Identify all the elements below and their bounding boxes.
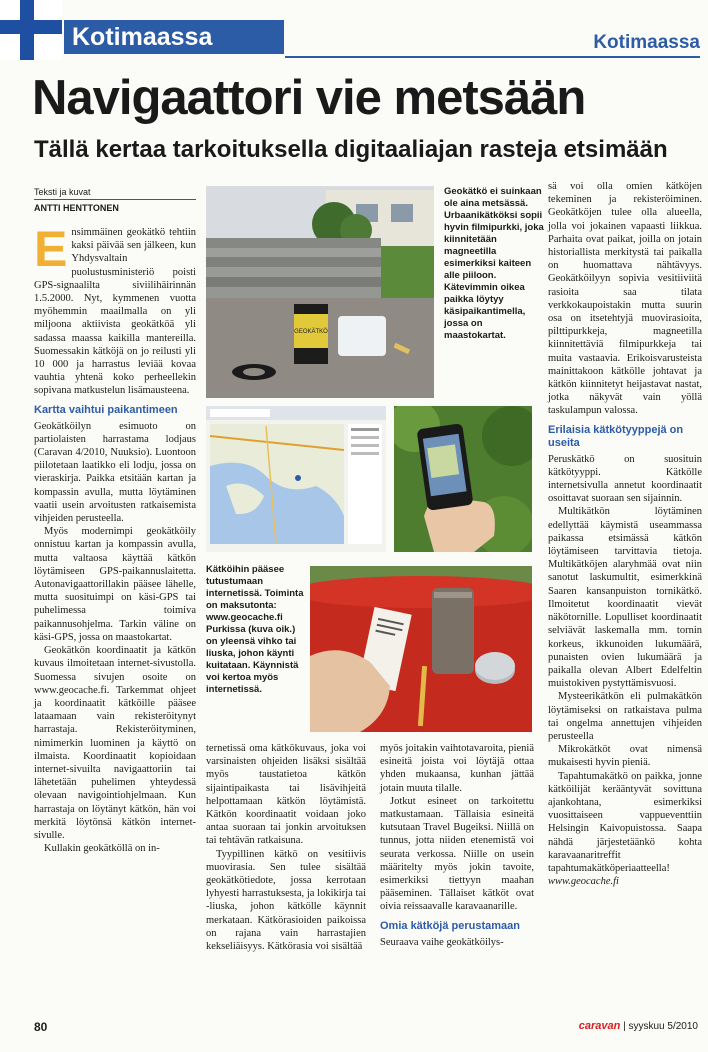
- photo-map-screenshot: [206, 406, 386, 552]
- paragraph: Mikrokätköt ovat nimensä mukaisesti hyvin pieniä.: [548, 744, 702, 769]
- photo-logbook-jar: [310, 566, 532, 732]
- article-subtitle: Tällä kertaa tarkoituksella digitaaliajan rasteja etsimään: [34, 136, 668, 163]
- header-rule: [285, 56, 700, 58]
- paragraph: Geokätköilyn esimuoto on partiolaisten harrastama lodjaus (Caravan 4/2010, Nuuksio). Luontoon piilotetaan laatikko eli lodju, jossa on vieraskirja. Paikka etsitään kartan ja kompassin avulla, mutta löytäminen vaatii usein arvoitusten ratkaisemista vihjeiden perusteella.: [34, 420, 196, 525]
- page-number: 80: [34, 1020, 48, 1034]
- jar-label-text: GEOKÄTKÖ: [294, 329, 328, 335]
- paragraph-text: nsimmäinen geokätkö tehtiin kaksi päivää sen jälkeen, kun Yhdysvaltain puolustusministeriö poisti GPS-signaalilta siviilihäirinnän 1.5.2000. Nyt, kymmenen vuotta myöhemmin maailmalla on yli miljoona aktiivista geokätköä yli sadassa maassa kaikilla mantereilla. Suomessakin kätköjä on jo reilusti yli 10 000 ja harrastus leviää kovaa vauhtia yhtenä koko perheellekin sopivana matkustelun lisämausteena.: [34, 227, 196, 397]
- page-footer: [0, 1012, 708, 1052]
- photo-caption-2: Kätköihin pääsee tutustumaan internetissä. Toiminta on maksutonta: www.geocache.fi Purkissa (kuva oik.) on yleensä vihko tai liuska, johon käynti kuitataan. Käynnistä voi kertoa myös internetissä.: [206, 564, 304, 695]
- subheading: Erilaisia kätkötyyppejä on useita: [548, 423, 684, 449]
- paragraph: Tyypillinen kätkö on vesitiivis muovirasia. Sen tulee sisältää geokätkötiedote, jossa kerrotaan lyhyesti harrastuksesta, ja lokikirja tai -liuska, johon kätkölle käynnit merkataan. Kätkörasioiden paikoissa on rajana vain harrastajien kekseliäisyys. Kätkörasia voi sisältää: [206, 848, 366, 953]
- page-header: [0, 0, 708, 60]
- photo-caption-1: Geokätkö ei suinkaan ole aina metsässä. Urbaanikätköksi sopii hyvin filmipurkki, joka kiinnitetään magneetilla esimerkiksi kaiteen alle piiloon. Kätevimmin oikea paikka löytyy käsipaikantimella, jossa on maastokartat.: [444, 186, 544, 341]
- magazine-info: [579, 1020, 698, 1032]
- byline-author: ANTTI HENTTONEN: [34, 203, 119, 213]
- byline: [34, 186, 196, 214]
- paragraph: Tapahtumakätkö on paikka, jonne kätköilijät kerääntyvät sovittuna ajankohtana, esimerkiksi vuosittaiseen vappueventtiin Helsingin Kaivopuistossa. Saapa nähdä järjestetäänkö kohta karavaanaritreffit tapahtumakätköperiaatteella!: [548, 770, 702, 874]
- magazine-issue: syyskuu 5/2010: [628, 1021, 698, 1032]
- byline-credit: Teksti ja kuvat: [34, 186, 196, 200]
- dropcap: E: [34, 221, 68, 277]
- photo-phone-navigation: [394, 406, 532, 552]
- website-url: www.geocache.fi: [548, 876, 619, 888]
- paragraph: Myös modernimpi geokätköily onnistuu kartan ja kompassin avulla, mutta valtaosa käyttää kätkön löytämiseen GPS-paikannuslaitetta. Autonavigaattorillakin pääsee lähelle, mutta suosituimpi on käsi-GPS tai puhelimessa toimiva paikannusohjelma. Tarkin väline on käsi-GPS, jossa on maastokartat.: [34, 526, 196, 643]
- text-column-4: [548, 180, 702, 888]
- logbook-jar-illustration: [310, 566, 532, 732]
- paragraph: Mysteerikätkön eli pulmakätkön löytämiseksi on ratkaistava pulma tai ongelma annettujen vihjeiden perusteella: [548, 691, 702, 742]
- paragraph: Kullakin geokätköllä on in-: [44, 843, 160, 855]
- article-title: Navigaattori vie metsään: [32, 71, 586, 125]
- paragraph: myös joitakin vaihtotavaroita, pieniä esineitä joista voi löytäjä ottaa yhden mukaansa, kunhan jättää jotain muuta tilalle.: [380, 743, 534, 794]
- finnish-flag-icon: [0, 0, 62, 60]
- paragraph: Jotkut esineet on tarkoitettu matkustamaan. Tällaisia esineitä kutsutaan Travel Bugeiksi. Niillä on tunnus, jotta niiden etenemistä voi seurata verkossa. Niille on usein määritelty myös jokin tavoite, esimerkiksi tiettyyn maahan pääseminen. Tällaiset kätköt ovat oivia reissaavalle karavaanarille.: [380, 795, 534, 913]
- photo-stairs-jar-illustration: [206, 186, 434, 398]
- map-illustration: [206, 406, 386, 552]
- photo-stairs-jar: [206, 186, 434, 398]
- paragraph: Peruskätkö on suosituin kätkötyyppi. Kätkölle internetsivulla annetut koordinaatit osoittavat suoraan sen sijainnin.: [548, 453, 702, 505]
- section-label-right: Kotimaassa: [593, 32, 700, 53]
- text-column-2: [206, 742, 366, 953]
- subheading: Kartta vaihtui paikantimeen: [34, 403, 178, 416]
- paragraph: [34, 221, 196, 398]
- text-column-1: [34, 221, 196, 855]
- magazine-brand: caravan: [578, 1020, 621, 1032]
- text-column-3: [380, 742, 534, 949]
- paragraph: sä voi olla omien kätköjen tekeminen ja rekisteröiminen. Geokätköjen tulee olla alueella, jolla voi jokainen vapaasti liikkua. Parhaita ovat paikat, joilla on jotain historiallista merkitystä tai paikalla on huomattava nähtävyys. Geokätköilyyn sopivia vesitiiviitä rasioita saa tilata verkkokaupoistakin mutta suurin osa on itsetehtyjä muovirasioita, pilttipurkkeja, magneetilla kiinnitettäviä filmipurkkeja tai muita vastaavia. Erikoisvarusteista mainittakoon kätkölle johtavat ja kätkön kiinnitetyt heijastavat nastat, jotka näkyvät vain yöllä taskulampun valossa.: [548, 181, 702, 417]
- paragraph: Geokätkön koordinaatit ja kätkön kuvaus ilmoitetaan internet-sivustolla. Suomessa sivujen osoite on www.geocache.fi. Tarkemmat ohjeet ja koordinaatit kätköille pääsee lataamaan vain rekisteröitynyt harrastaja. Rekisteröityminen, nimimerkin luominen ja käyttö on ilmaista. Koordinaatit kopioidaan internet-sivuilta navigaattoriin tai lähetetään puhelimen yhteydessä olevaan navigointiohjelmaan. Kun harrastaja on löytänyt kätkön, hän voi merkitä löytönsä kätkön internet-sivulle.: [34, 645, 196, 841]
- phone-illustration: [394, 406, 532, 552]
- footer-separator: |: [623, 1021, 629, 1032]
- paragraph: Seuraava vaihe geokätköilys-: [380, 936, 504, 948]
- paragraph: ternetissä oma kätkökuvaus, joka voi varsinaisten ohjeiden lisäksi sisältää myös taustatietoa kätkön sijaintipaikasta tai lisävihjeitä helpottamaan kätkön löytämistä. Kätkön koordinaatit voidaan joko antaa suoraan tai jonkin arvoituksen tai tehtävän ratkaisuna.: [206, 743, 366, 847]
- paragraph: Multikätkön löytäminen edellyttää käymistä useammassa paikassa etsimässä kätkön löytämiseen tarvittavia tietoja. Multikätköjen alaryhmää ovat niin sanotut laskumultit, esimerkkinä Saaren kansanpuiston tornikätkö. Ilmoitetut koordinaatit vievät näkötornille. Lopulliset koordinaatit selviävät laskemalla mm. tornin korkeus, ikkunoiden lukumäärä, punaisten ovien lukumäärä ja paikalla olevan Albert Edelfeltin muistokiven pystyttämisvuosi.: [548, 506, 702, 690]
- subheading: Omia kätköjä perustamaan: [380, 919, 521, 932]
- section-label-left: Kotimaassa: [64, 20, 284, 54]
